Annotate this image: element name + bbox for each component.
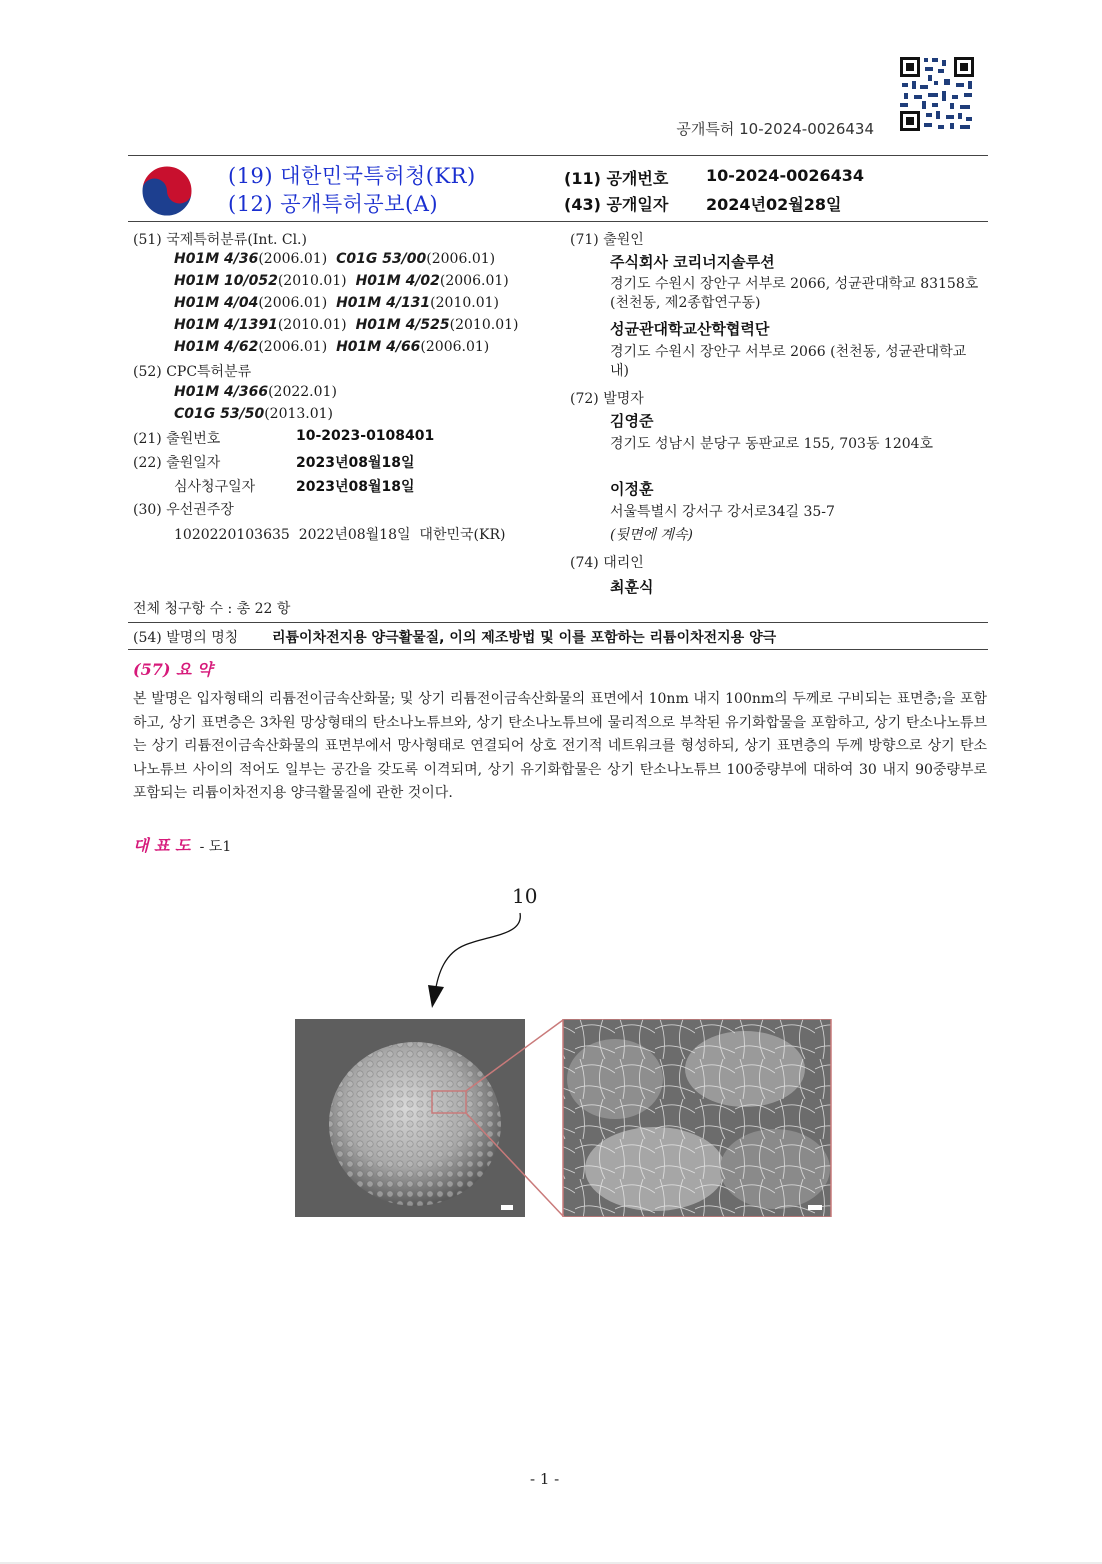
ipc-code: H01M 4/62 [174, 339, 259, 355]
continued-note: (뒷면에 계속) [610, 527, 693, 543]
sem-micrograph-figure [295, 1019, 833, 1217]
invention-rule [128, 649, 988, 650]
ipc-code: H01M 4/66 [336, 339, 421, 355]
leader-arrow-icon [420, 905, 530, 1010]
cpc-version: (2013.01) [264, 406, 334, 422]
application-number-label: (21) 출원번호 [133, 431, 221, 447]
publication-date-label: (43) 공개일자 [564, 195, 669, 214]
cpc-row [174, 384, 337, 400]
ipc-code: H01M 4/02 [355, 273, 440, 289]
ipc-row [174, 317, 518, 333]
applicant-1-address: 경기도 수원시 장안구 서부로 2066, 성균관대학교 83158호(천천동, 제2종합연구동) [610, 276, 979, 311]
ipc-code: H01M 4/1391 [174, 317, 278, 333]
exam-request-label: 심사청구일자 [174, 479, 256, 495]
invention-title: 리튬이차전지용 양극활물질, 이의 제조방법 및 이를 포함하는 리튬이차전지용 양극 [272, 630, 777, 646]
representative-figure [133, 833, 231, 856]
inventor-1-address: 경기도 성남시 분당구 동판교로 155, 703동 1204호 [610, 436, 934, 452]
ipc-row [174, 251, 495, 267]
ipc-code: H01M 4/04 [174, 295, 259, 311]
title-rule [128, 221, 988, 222]
cpc-row [174, 406, 333, 422]
header-publication-code: 공개특허 10-2024-0026434 [676, 120, 874, 138]
cpc-label: (52) CPC특허분류 [133, 364, 252, 380]
agent-label: (74) 대리인 [570, 555, 644, 571]
inventor-2-name: 이정훈 [610, 480, 654, 498]
header-rule [128, 155, 988, 156]
ipc-row [174, 273, 509, 289]
inventor-2-address: 서울특별시 강서구 강서로34길 35-7 [610, 504, 835, 520]
applicant-label: (71) 출원인 [570, 232, 644, 248]
ipc-version: (2006.01) [439, 273, 509, 289]
cpc-version: (2022.01) [268, 384, 337, 400]
ipc-version: (2006.01) [258, 295, 328, 311]
ipc-row [174, 295, 499, 311]
cpc-code: C01G 53/50 [174, 406, 265, 422]
ipc-version: (2010.01) [449, 317, 519, 333]
publication-number: 10-2024-0026434 [706, 166, 865, 185]
ipc-version: (2006.01) [426, 251, 496, 267]
ipc-version: (2006.01) [258, 339, 328, 355]
abstract-heading: (57) 요 약 [133, 660, 213, 679]
ipc-version: (2010.01) [430, 295, 499, 311]
ipc-label: (51) 국제특허분류(Int. Cl.) [133, 232, 307, 248]
gazette-title: (12) 공개특허공보(A) [228, 192, 439, 216]
publication-number-label: (11) 공개번호 [564, 169, 669, 188]
ipc-version: (2006.01) [420, 339, 490, 355]
inventor-1-name: 김영준 [610, 412, 654, 430]
exam-request-date: 2023년08월18일 [296, 479, 415, 495]
ipc-version: (2010.01) [277, 317, 347, 333]
abstract-text: 본 발명은 입자형태의 리튬전이금속산화물; 및 상기 리튬전이금속산화물의 표면에서 10nm 내지 100nm의 두께로 구비되는 표면층;을 포함하고, 상기 표면층은 3차원 망상형태의 탄소나노튜브와, 상기 탄소나노튜브에 물리적으로 부착된 유기화합물을 포함하고, 상기 탄소나노튜브는 상기 리튬전이금속산화물의 표면부에서 망사형태로 연결되어 상호 전기적 네트워크를 형성하되, 상기 표면층의 두께 방향으로 상기 탄소나노튜브 사이의 적어도 일부는 공간을 갖도록 이격되며, 상기 유기화합물은 상기 탄소나노튜브 100중량부에 대하여 30 내지 90중량부로 포함되는 리튬이차전지용 양극활물질에 관한 것이다. [133, 691, 987, 801]
qr-code-icon [898, 55, 976, 133]
ipc-code: H01M 10/052 [174, 273, 278, 289]
ipc-row [174, 339, 489, 355]
office-title: (19) 대한민국특허청(KR) [228, 164, 476, 188]
ipc-version: (2006.01) [258, 251, 328, 267]
applicant-2-address: 경기도 수원시 장안구 서부로 2066 (천천동, 성균관대학교내) [610, 344, 967, 379]
applicant-2-name: 성균관대학교산학협력단 [610, 320, 770, 338]
kipo-emblem-icon [140, 164, 194, 218]
applicant-1-name: 주식회사 코리너지솔루션 [610, 253, 775, 271]
ipc-version: (2010.01) [277, 273, 347, 289]
ipc-code: H01M 4/525 [355, 317, 450, 333]
ipc-code: H01M 4/36 [174, 251, 259, 267]
publication-date: 2024년02월28일 [706, 195, 842, 214]
page-number: - 1 - [530, 1470, 560, 1488]
representative-figure-value: - 도1 [199, 839, 232, 855]
ipc-code: H01M 4/131 [336, 295, 431, 311]
inventor-label: (72) 발명자 [570, 391, 644, 407]
application-date: 2023년08월18일 [296, 455, 415, 471]
figure-reference-numeral: 10 [512, 884, 538, 908]
ipc-code: C01G 53/00 [336, 251, 427, 267]
claims-total: 전체 청구항 수 : 총 22 항 [133, 601, 291, 617]
agent-name: 최훈식 [610, 578, 654, 596]
priority-claim: 1020220103635 2022년08월18일 대한민국(KR) [174, 527, 506, 543]
priority-label: (30) 우선권주장 [133, 502, 234, 518]
claims-rule [128, 622, 988, 623]
invention-title-label: (54) 발명의 명칭 [133, 630, 239, 646]
application-date-label: (22) 출원일자 [133, 455, 221, 471]
cpc-code: H01M 4/366 [174, 384, 269, 400]
application-number: 10-2023-0108401 [296, 428, 435, 444]
representative-figure-label: 대 표 도 [133, 836, 191, 855]
